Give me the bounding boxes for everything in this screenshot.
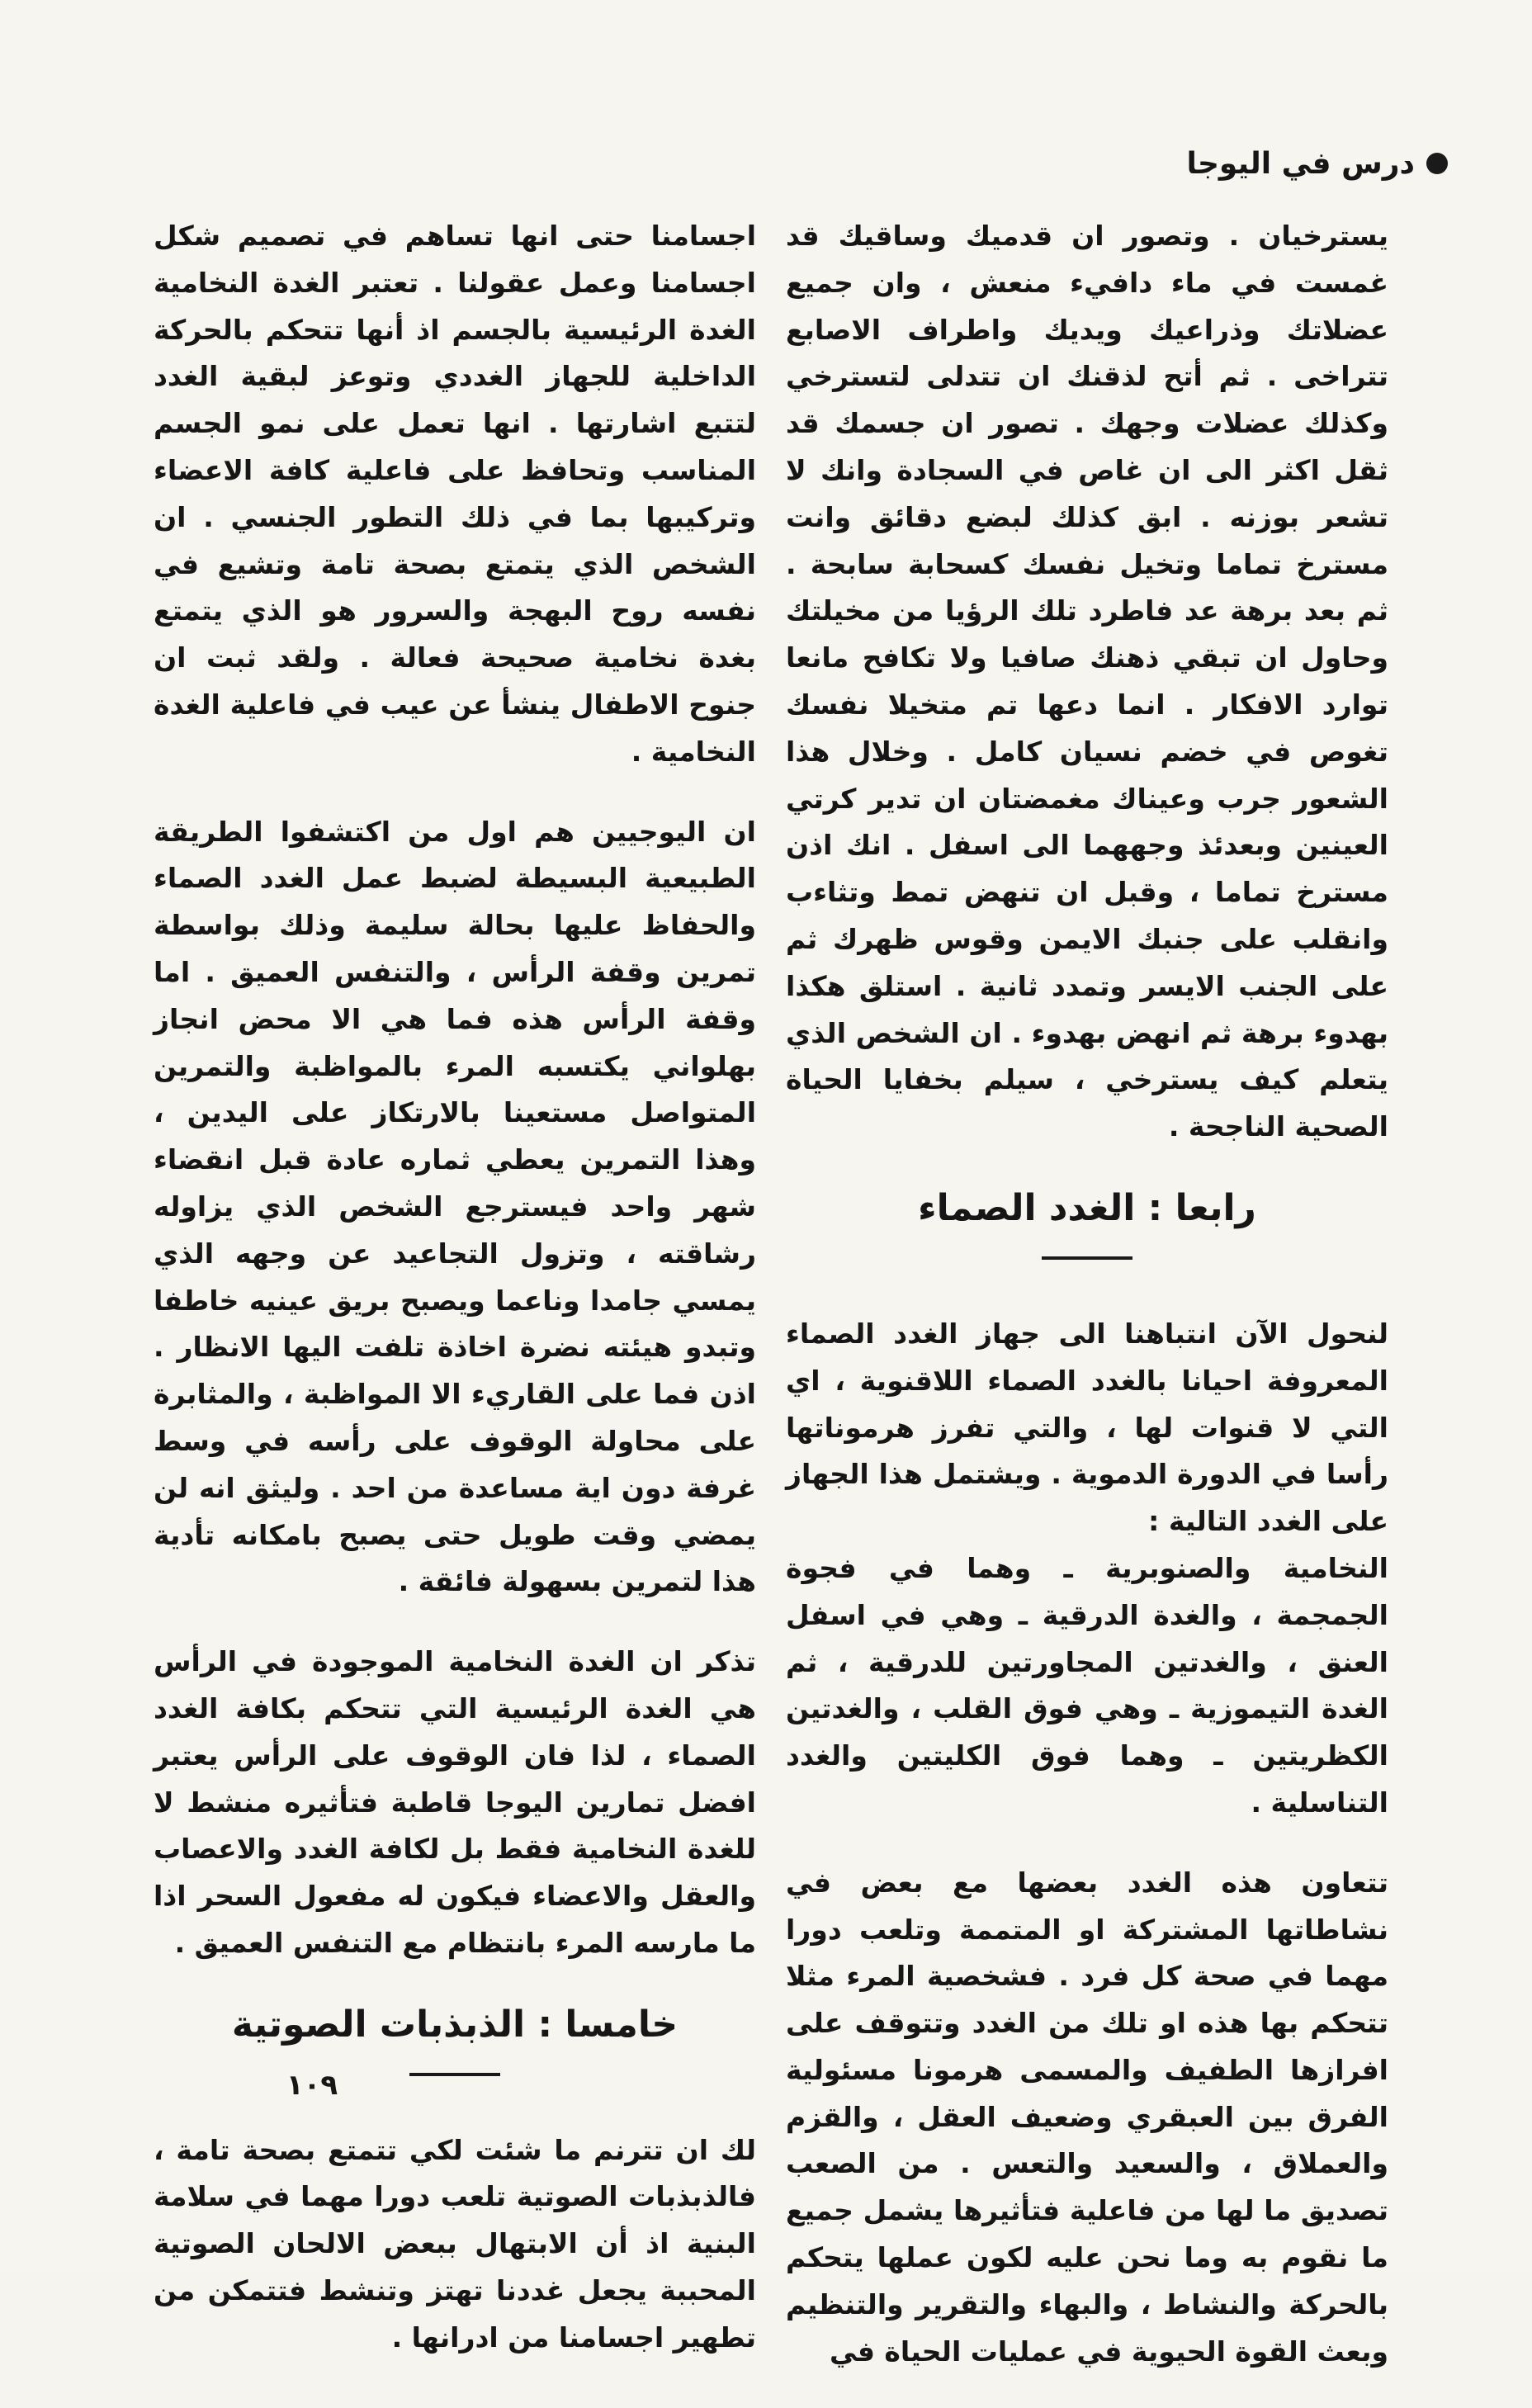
paragraph: تذكر ان الغدة النخامية الموجودة في الرأس هي الغدة الرئيسية التي تتحكم بكافة الغدد الصماء ، لذا فان الوقوف على الرأس يعتبر افضل تمارين اليوجا قاطبة فتأثيره منشط لا للغدة النخامية فقط بل لكافة الغدد والاعصاب والعقل والاعضاء فيكون له مفعول السحر اذا ما مارسه المرء بانتظام مع التنفس العميق . <box>154 1645 756 1959</box>
section-divider <box>1042 1256 1132 1260</box>
section-heading-sound-vibrations: خامسا : الذبذبات الصوتية <box>231 2003 679 2046</box>
paragraph: لنحول الآن انتباهنا الى جهاز الغدد الصماء المعروفة احيانا بالغدد الصماء اللاقنوية ، اي التي لا قنوات لها ، والتي تفرز هرموناتها رأسا في الدورة الدموية . ويشتمل هذا الجهاز على الغدد التالية : <box>786 1317 1388 1538</box>
paragraph: تتعاون هذه الغدد بعضها مع بعض في نشاطاتها المشتركة او المتممة وتلعب دورا مهما في صحة كل فرد . فشخصية المرء مثلا تتحكم بها هذه او تلك من الغدد وتتوقف على افرازها الطفيف والمسمى هرمونا مسئولية الفرق بين العبقري وضعيف العقل ، والقزم والعملاق ، والسعيد والتعس . من الصعب تصديق ما لها من فاعلية فتأثيرها يشمل جميع ما نقوم به وما نحن عليه لكون عملها يتحكم بالحركة والنشاط ، والبهاء والتقرير والتنظيم وبعث القوة الحيوية في عمليات الحياة في <box>786 1866 1388 2368</box>
paragraph: لك ان تترنم ما شئت لكي تتمتع بصحة تامة ، فالذبذبات الصوتية تلعب دورا مهما في سلامة البنية اذ أن الابتهال ببعض الالحان الصوتية المحببة يجعل غددنا تهتز وتنشط فتتمكن من تطهير اجسامنا من ادرانها . <box>154 2133 756 2354</box>
right-column <box>786 213 1388 2408</box>
section-heading-endocrine: رابعا : الغدد الصماء <box>918 1186 1256 1229</box>
paragraph: ان اليوجيين هم اول من اكتشفوا الطريقة الطبيعية البسيطة لضبط عمل الغدد الصماء والحفاظ عليها بحالة سليمة وذلك بواسطة تمرين وقفة الرأس ، والتنفس العميق . اما وقفة الرأس هذه فما هي الا محض انجاز بهلواني يكتسبه المرء بالمواظبة والتمرين المتواصل مستعينا بالارتكاز على اليدين ، وهذا التمرين يعطي ثماره عادة قبل انقضاء شهر واحد فيسترجع الشخص الذي يزاوله رشاقته ، وتزول التجاعيد عن وجهه الذي يمسي جامدا وناعما ويصبح بريق عينيه خاطفا وتبدو هيئته نضرة اخاذة تلفت اليها الانظار . اذن فما على القاريء الا المواظبة ، والمثابرة على محاولة الوقوف على رأسه في وسط غرفة دون اية مساعدة من احد . وليثق انه لن يمضي وقت طويل حتى يصبح بامكانه تأدية هذا لتمرين بسهولة فائقة . <box>154 815 756 1598</box>
paragraph: يسترخيان . وتصور ان قدميك وساقيك قد غمست في ماء دافيء منعش ، وان جميع عضلاتك وذراعيك ويديك واطراف الاصابع تتراخى . ثم أتح لذقنك ان تتدلى لتسترخي وكذلك عضلات وجهك . تصور ان جسمك قد ثقل اكثر الى ان غاص في السجادة وانك لا تشعر بوزنه . ابق كذلك لبضع دقائق وانت مسترخ تماما وتخيل نفسك كسحابة سابحة . ثم بعد برهة عد فاطرد تلك الرؤيا من مخيلتك وحاول ان تبقي ذهنك صافيا ولا تكافح مانعا توارد الافكار . انما دعها تم متخيلا نفسك تغوص في خضم نسيان كامل . وخلال هذا الشعور جرب وعيناك مغمضتان ان تدير كرتي العينين وبعدئذ وجههما الى اسفل . انك اذن مسترخ تماما ، وقبل ان تنهض تمط وتثاءب وانقلب على جنبك الايمن وقوس ظهرك ثم على الجنب الايسر وتمدد ثانية . استلق هكذا بهدوء برهة ثم انهض بهدوء . ان الشخص الذي يتعلم كيف يسترخي ، سيلم بخفايا الحياة الصحية الناجحة . <box>786 220 1388 1143</box>
paragraph: اجسامنا حتى انها تساهم في تصميم شكل اجسامنا وعمل عقولنا . تعتبر الغدة النخامية الغدة الرئيسية بالجسم اذ أنها تتحكم بالحركة الداخلية للجهاز الغددي وتوعز لبقية الغدد لتتبع اشارتها . انها تعمل على نمو الجسم المناسب وتحافظ على فاعلية كافة الاعضاء وتركيبها بما في ذلك التطور الجنسي . ان الشخص الذي يتمتع بصحة تامة وتشيع في نفسه روح البهجة والسرور هو الذي يتمتع بغدة نخامية صحيحة فعالة . ولقد ثبت ان جنوح الاطفال ينشأ عن عيب في فاعلية الغدة النخامية . <box>154 220 756 768</box>
bullet-icon <box>1426 153 1448 174</box>
left-column <box>154 213 756 2395</box>
section-divider <box>409 2073 500 2076</box>
page-number: ١٠٩ <box>286 2069 338 2102</box>
paragraph: النخامية والصنوبرية ـ وهما في فجوة الجمجمة ، والغدة الدرقية ـ وهي في اسفل العنق ، والغدتين المجاورتين للدرقية ، ثم الغدة التيموزية ـ وهي فوق القلب ، والغدتين الكظريتين ـ وهما فوق الكليتين والغدد التناسلية . <box>786 1551 1388 1819</box>
running-header <box>1186 139 1448 188</box>
header-title: درس في اليوجا <box>1186 146 1415 181</box>
